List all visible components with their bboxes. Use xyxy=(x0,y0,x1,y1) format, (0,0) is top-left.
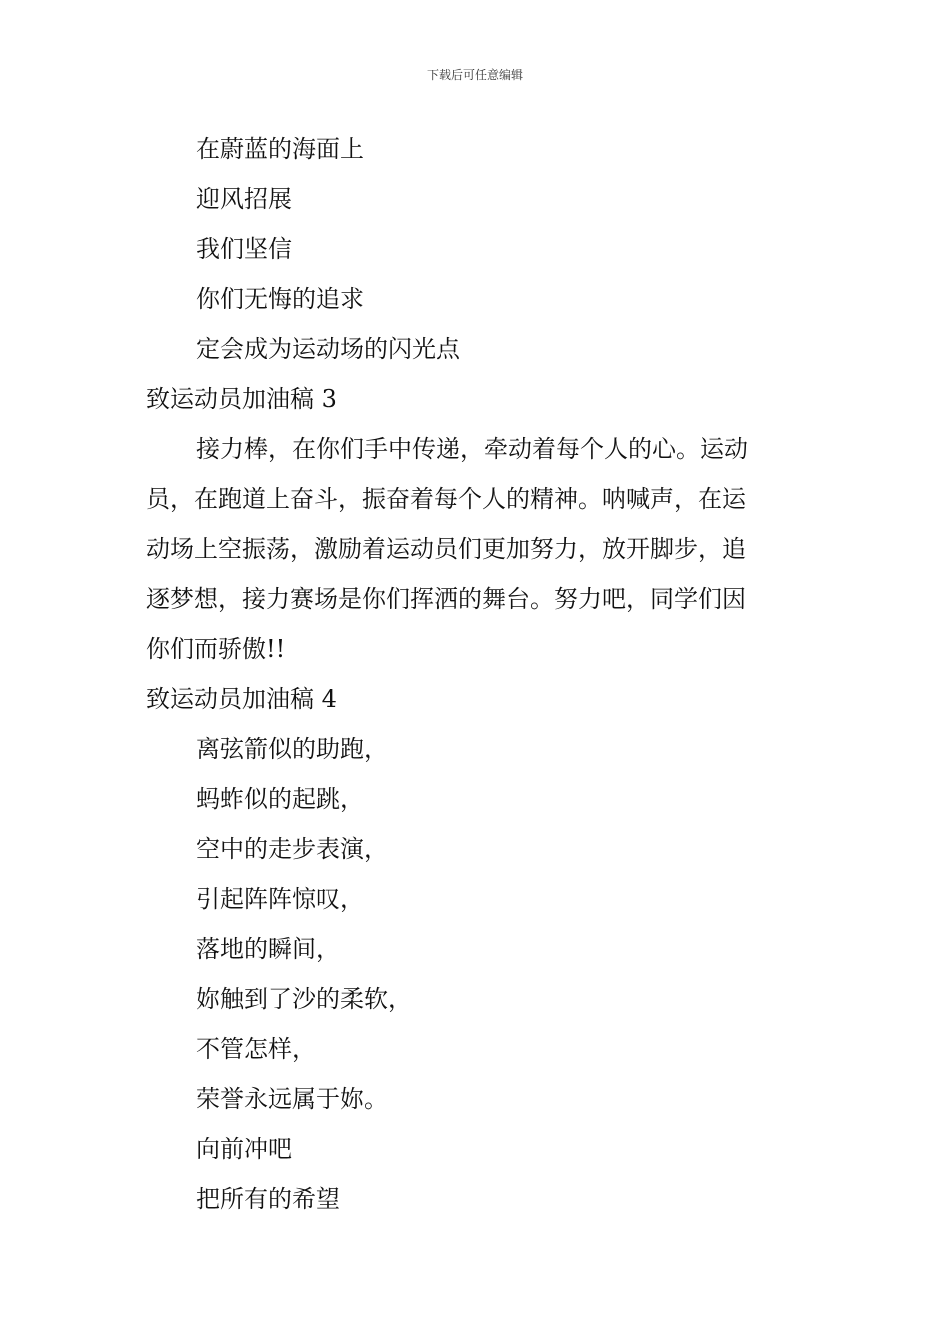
poem-line: 离弦箭似的助跑， xyxy=(196,735,388,763)
poem-line: 定会成为运动场的闪光点 xyxy=(196,335,460,363)
poem-line: 我们坚信 xyxy=(196,235,292,263)
poem-line: 迎风招展 xyxy=(196,185,292,213)
paragraph-line: 逐梦想，接力赛场是你们挥洒的舞台。努力吧，同学们因 xyxy=(146,585,746,613)
poem-line: 不管怎样， xyxy=(196,1035,316,1063)
poem-line: 妳触到了沙的柔软， xyxy=(196,985,412,1013)
poem-line: 蚂蚱似的起跳， xyxy=(196,785,364,813)
paragraph-line: 动场上空振荡，激励着运动员们更加努力，放开脚步，追 xyxy=(146,535,746,563)
poem-line: 空中的走步表演， xyxy=(196,835,388,863)
poem-line: 向前冲吧 xyxy=(196,1135,292,1163)
poem-line: 引起阵阵惊叹， xyxy=(196,885,364,913)
paragraph-line: 你们而骄傲!! xyxy=(146,635,286,663)
poem-line: 在蔚蓝的海面上 xyxy=(196,135,364,163)
poem-line: 落地的瞬间， xyxy=(196,935,340,963)
poem-line: 把所有的希望 xyxy=(196,1185,340,1213)
document-body xyxy=(146,124,806,1224)
page-header-note: 下载后可任意编辑 xyxy=(426,68,523,82)
section-heading-3: 致运动员加油稿 3 xyxy=(146,385,337,413)
section-heading-4: 致运动员加油稿 4 xyxy=(146,685,337,713)
paragraph-line: 接力棒，在你们手中传递，牵动着每个人的心。运动 xyxy=(196,435,748,463)
poem-line: 荣誉永远属于妳。 xyxy=(196,1085,388,1113)
paragraph-line: 员，在跑道上奋斗，振奋着每个人的精神。呐喊声，在运 xyxy=(146,485,746,513)
poem-line: 你们无悔的追求 xyxy=(196,285,364,313)
